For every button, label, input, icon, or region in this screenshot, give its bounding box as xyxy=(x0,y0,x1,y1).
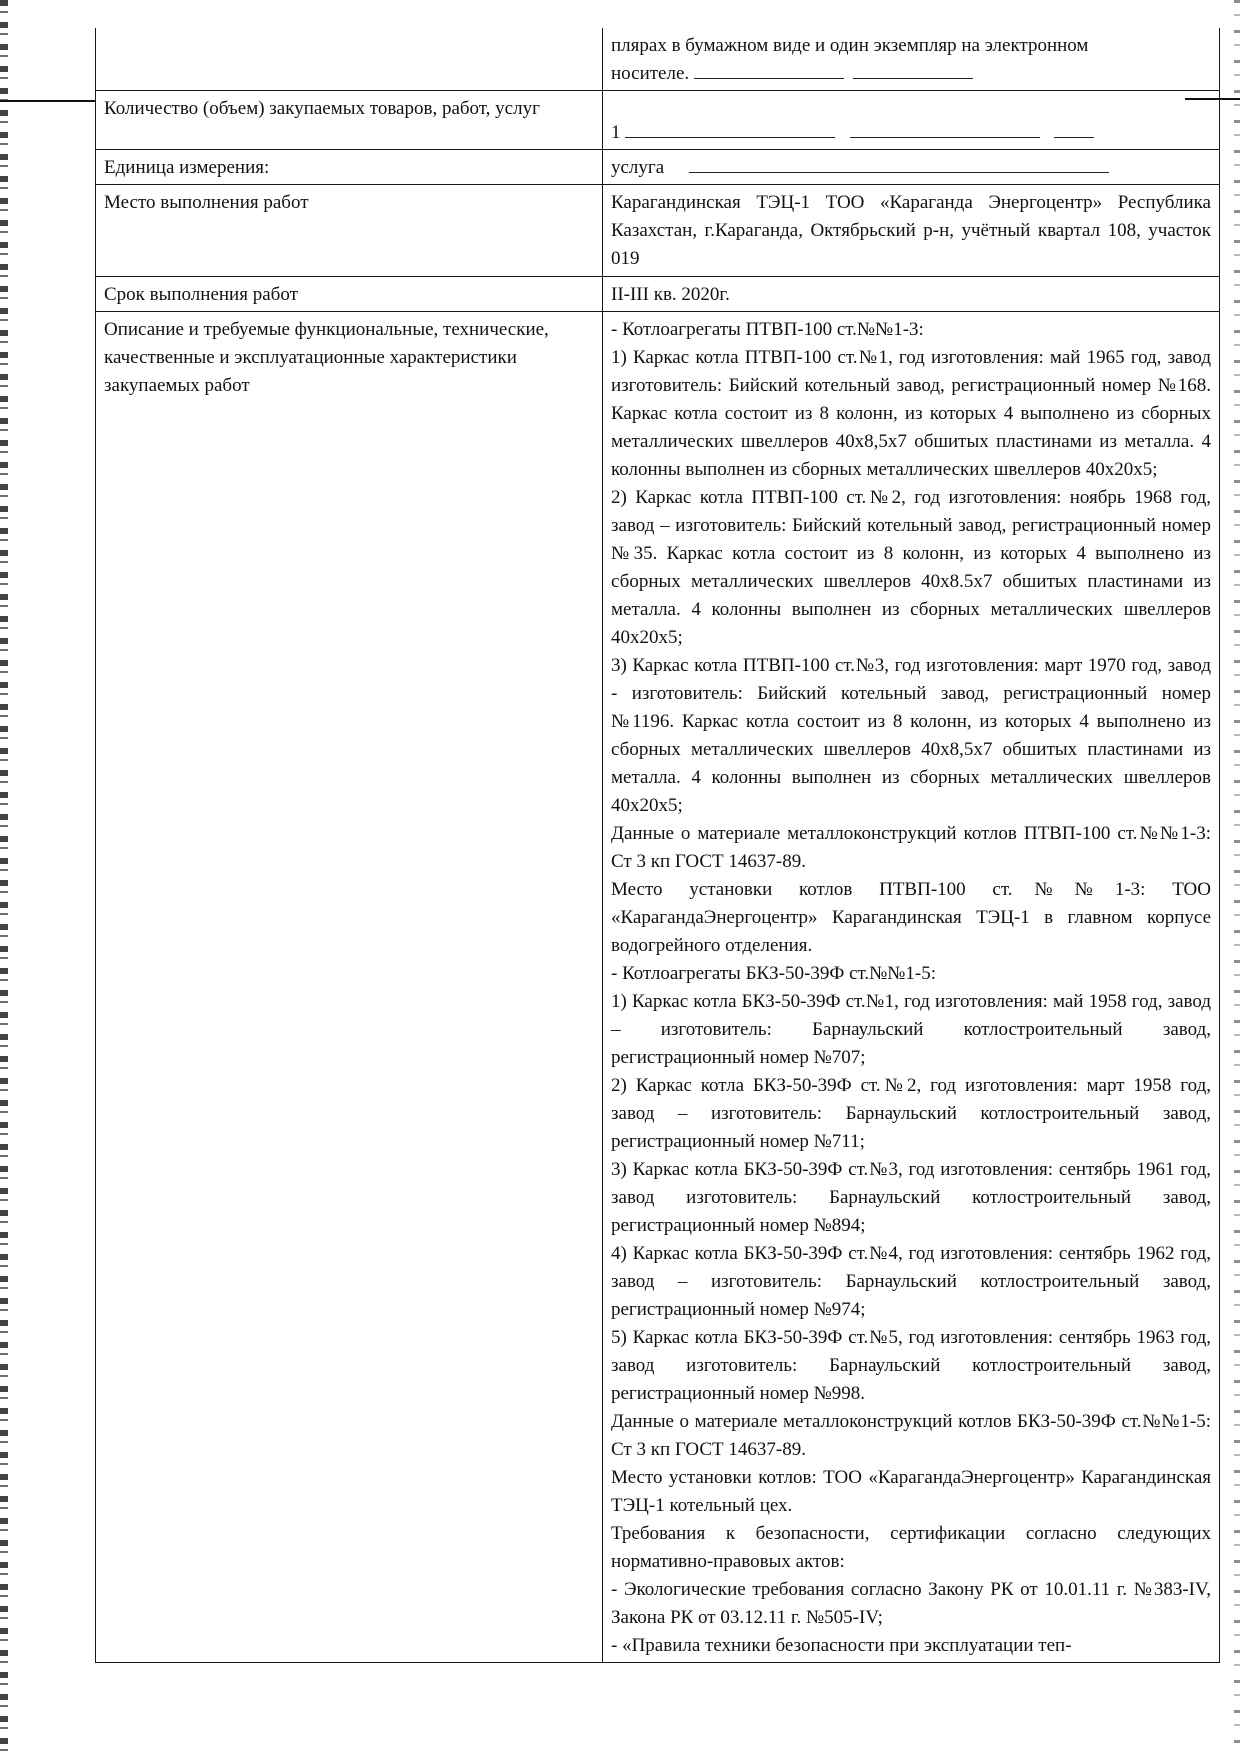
description-paragraph: 2) Каркас котла БКЗ-50-39Ф ст.№2, год изготовления: март 1958 год, завод – изготовитель: Барнаульский котлостроительный завод, регистрационный номер №711; xyxy=(611,1075,1211,1152)
underline-fill xyxy=(689,154,1109,173)
description-paragraph: - «Правила техники безопасности при эксплуатации теп- xyxy=(611,1635,1072,1656)
row-value xyxy=(603,312,1220,1663)
table-row-quantity xyxy=(96,91,1220,150)
quantity-value: 1 xyxy=(611,122,621,143)
location-value: Карагандинская ТЭЦ-1 ТОО «Караганда Энергоцентр» Республика Казахстан, г.Караганда, Октябрьский р-н, учётный квартал 108, участок 019 xyxy=(611,192,1211,269)
unit-value: услуга xyxy=(611,157,665,178)
description-paragraph: - Котлоагрегаты ПТВП-100 ст.№№1-3: xyxy=(611,319,924,340)
description-paragraph: - Экологические требования согласно Закону РК от 10.01.11 г. №383-IV, Закона РК от 03.12.11 г. №505-IV; xyxy=(611,1579,1211,1628)
row-value xyxy=(603,150,1220,185)
table-row-unit xyxy=(96,150,1220,185)
description-paragraph: Требования к безопасности, сертификации согласно следующих нормативно-правовых актов: xyxy=(611,1523,1211,1572)
description-paragraph: 1) Каркас котла ПТВП-100 ст.№1, год изготовления: май 1965 год, завод изготовитель: Бийский котельный завод, регистрационный номер №168. Каркас котла состоит из 8 колонн, из которых 4 выполнено из сборных металлических швеллеров 40х8,5х7 обшитых пластинами из металла. 4 колонны выполнен из сборных металлических швеллеров 40х20х5; xyxy=(611,347,1211,480)
value-line xyxy=(611,119,1211,147)
value-line-text: носителе. xyxy=(611,63,690,84)
row-value xyxy=(603,185,1220,277)
row-label xyxy=(96,28,603,91)
table-row-location xyxy=(96,185,1220,277)
row-value xyxy=(603,91,1220,150)
description-paragraph: 1) Каркас котла БКЗ-50-39Ф ст.№1, год изготовления: май 1958 год, завод – изготовитель: Барнаульский котлостроительный завод, регистрационный номер №707; xyxy=(611,991,1211,1068)
term-value: II-III кв. 2020г. xyxy=(611,284,730,305)
description-paragraph: 3) Каркас котла БКЗ-50-39Ф ст.№3, год изготовления: сентябрь 1961 год, завод изготовитель: Барнаульский котлостроительный завод, регистрационный номер №894; xyxy=(611,1159,1211,1236)
value-line xyxy=(611,60,1211,88)
description-paragraph: 4) Каркас котла БКЗ-50-39Ф ст.№4, год изготовления: сентябрь 1962 год, завод – изготовитель: Барнаульский котлостроительный завод, регистрационный номер №974; xyxy=(611,1243,1211,1320)
row-value xyxy=(603,277,1220,312)
scan-edge-artifact-left xyxy=(0,0,8,1754)
row-label: Единица измерения: xyxy=(96,150,603,185)
description-paragraph: Данные о материале металлоконструкций котлов БКЗ-50-39Ф ст.№№1-5: Ст 3 кп ГОСТ 14637-89. xyxy=(611,1411,1211,1460)
description-paragraph: - Котлоагрегаты БКЗ-50-39Ф ст.№№1-5: xyxy=(611,963,937,984)
row-value xyxy=(603,28,1220,91)
underline-fill xyxy=(1054,119,1094,138)
table-row-term xyxy=(96,277,1220,312)
description-paragraph: Место установки котлов: ТОО «КарагандаЭнергоцентр» Карагандинская ТЭЦ-1 котельный цех. xyxy=(611,1467,1211,1516)
row-label: Описание и требуемые функциональные, технические, качественные и эксплуатационные характеристики закупаемых работ xyxy=(96,312,603,1663)
underline-fill xyxy=(853,60,973,79)
value-line xyxy=(611,154,1211,182)
specification-table xyxy=(95,28,1220,1663)
scan-edge-line-left xyxy=(0,100,95,102)
row-label: Место выполнения работ xyxy=(96,185,603,277)
underline-fill xyxy=(850,119,1040,138)
value-line: плярах в бумажном виде и один экземпляр на электронном xyxy=(611,35,1089,56)
table-row-continuation xyxy=(96,28,1220,91)
description-paragraph: 3) Каркас котла ПТВП-100 ст.№3, год изготовления: март 1970 год, завод - изготовитель: Бийский котельный завод, регистрационный номер №1196. Каркас котла состоит из 8 колонн, из которых 4 выполнено из сборных металлических швеллеров 40х8,5х7 обшитых пластинами из металла. 4 колонны выполнен из сборных металлических швеллеров 40х20х5; xyxy=(611,655,1211,816)
table-row-description xyxy=(96,312,1220,1663)
underline-fill xyxy=(625,119,835,138)
row-label: Количество (объем) закупаемых товаров, работ, услуг xyxy=(96,91,603,150)
scan-edge-artifact-right xyxy=(1234,0,1240,1754)
description-paragraph: Место установки котлов ПТВП-100 ст.№№1-3: ТОО «КарагандаЭнергоцентр» Карагандинская ТЭЦ-1 в главном корпусе водогрейного отделения. xyxy=(611,879,1211,956)
description-paragraph: Данные о материале металлоконструкций котлов ПТВП-100 ст.№№1-3: Ст 3 кп ГОСТ 14637-89. xyxy=(611,823,1211,872)
description-paragraph: 5) Каркас котла БКЗ-50-39Ф ст.№5, год изготовления: сентябрь 1963 год, завод изготовитель: Барнаульский котлостроительный завод, регистрационный номер №998. xyxy=(611,1327,1211,1404)
row-label: Срок выполнения работ xyxy=(96,277,603,312)
underline-fill xyxy=(694,60,844,79)
description-paragraph: 2) Каркас котла ПТВП-100 ст.№2, год изготовления: ноябрь 1968 год, завод – изготовитель: Бийский котельный завод, регистрационный номер №35. Каркас котла состоит из 8 колонн, из которых 4 выполнено из сборных металлических швеллеров 40х8.5х7 обшитых пластинами из металла. 4 колонны выполнен из сборных металлических швеллеров 40х20х5; xyxy=(611,487,1211,648)
